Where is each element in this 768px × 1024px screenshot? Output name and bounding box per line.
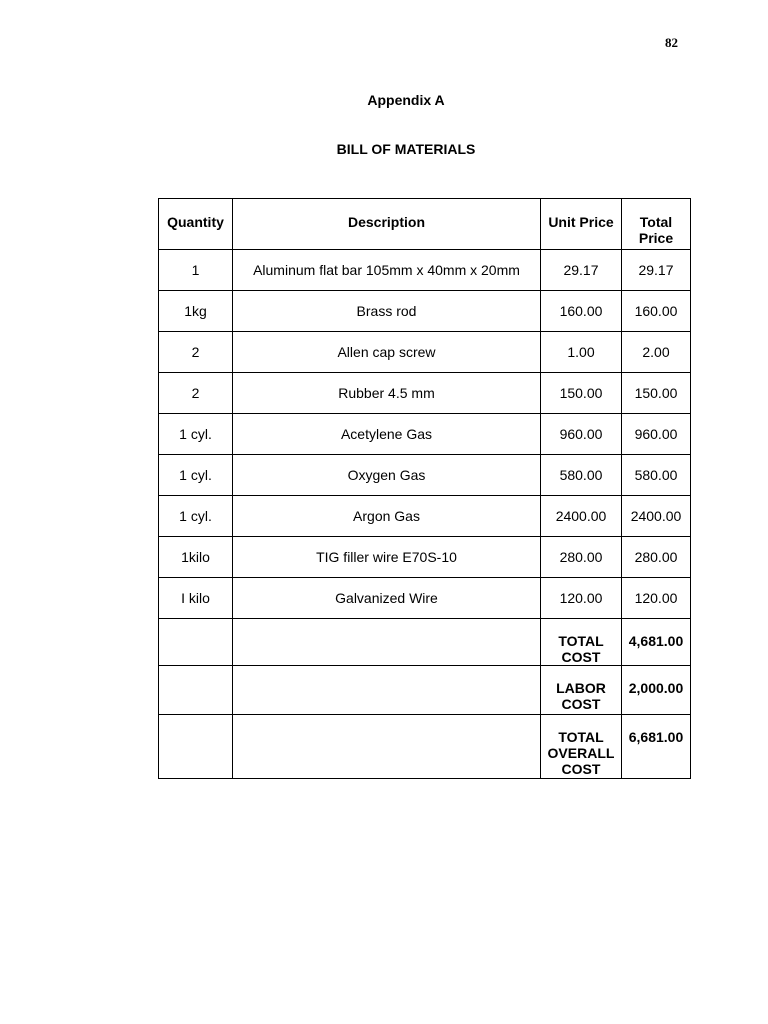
cell-quantity: 1 cyl. (159, 496, 233, 537)
header-quantity: Quantity (159, 199, 233, 250)
cell-quantity: 1 cyl. (159, 455, 233, 496)
table-row (159, 455, 691, 496)
cell-quantity: 1 cyl. (159, 414, 233, 455)
empty-cell (159, 666, 233, 715)
table-row (159, 291, 691, 332)
cell-unit-price: 2400.00 (541, 496, 622, 537)
cell-unit-price: 29.17 (541, 250, 622, 291)
summary-row-total-cost (159, 619, 691, 666)
cell-unit-price: 160.00 (541, 291, 622, 332)
cell-unit-price: 960.00 (541, 414, 622, 455)
cell-total-price: 160.00 (622, 291, 691, 332)
cell-quantity: 1 (159, 250, 233, 291)
cell-unit-price: 280.00 (541, 537, 622, 578)
cell-description: Argon Gas (233, 496, 541, 537)
empty-cell (159, 715, 233, 779)
summary-value: 2,000.00 (622, 666, 691, 715)
table-row (159, 414, 691, 455)
cell-total-price: 150.00 (622, 373, 691, 414)
cell-total-price: 120.00 (622, 578, 691, 619)
table-row (159, 496, 691, 537)
cell-total-price: 2.00 (622, 332, 691, 373)
cell-unit-price: 120.00 (541, 578, 622, 619)
cell-description: Galvanized Wire (233, 578, 541, 619)
cell-quantity: 1kilo (159, 537, 233, 578)
empty-cell (233, 715, 541, 779)
document-title: BILL OF MATERIALS (336, 141, 476, 157)
summary-row-total-overall-cost (159, 715, 691, 779)
summary-label: TOTAL OVERALL COST (541, 715, 622, 779)
summary-row-labor-cost (159, 666, 691, 715)
cell-total-price: 960.00 (622, 414, 691, 455)
cell-description: TIG filler wire E70S-10 (233, 537, 541, 578)
table-header-row (159, 199, 691, 250)
cell-total-price: 580.00 (622, 455, 691, 496)
empty-cell (233, 666, 541, 715)
empty-cell (233, 619, 541, 666)
table-row (159, 373, 691, 414)
cell-description: Rubber 4.5 mm (233, 373, 541, 414)
cell-unit-price: 580.00 (541, 455, 622, 496)
cell-description: Allen cap screw (233, 332, 541, 373)
cell-description: Acetylene Gas (233, 414, 541, 455)
bill-of-materials-table (158, 198, 691, 779)
header-unit-price: Unit Price (541, 199, 622, 250)
cell-quantity: 2 (159, 332, 233, 373)
cell-description: Brass rod (233, 291, 541, 332)
cell-total-price: 29.17 (622, 250, 691, 291)
table-row (159, 332, 691, 373)
cell-description: Oxygen Gas (233, 455, 541, 496)
table-row (159, 250, 691, 291)
cell-quantity: I kilo (159, 578, 233, 619)
cell-unit-price: 1.00 (541, 332, 622, 373)
summary-label: TOTAL COST (541, 619, 622, 666)
cell-description: Aluminum flat bar 105mm x 40mm x 20mm (233, 250, 541, 291)
summary-value: 6,681.00 (622, 715, 691, 779)
cell-total-price: 2400.00 (622, 496, 691, 537)
cell-quantity: 1kg (159, 291, 233, 332)
summary-label: LABOR COST (541, 666, 622, 715)
table-row (159, 578, 691, 619)
appendix-title: Appendix A (367, 92, 445, 108)
header-description: Description (233, 199, 541, 250)
cell-total-price: 280.00 (622, 537, 691, 578)
summary-value: 4,681.00 (622, 619, 691, 666)
cell-quantity: 2 (159, 373, 233, 414)
page-number: 82 (665, 35, 678, 50)
cell-unit-price: 150.00 (541, 373, 622, 414)
empty-cell (159, 619, 233, 666)
table-row (159, 537, 691, 578)
header-total-price: Total Price (622, 199, 691, 250)
